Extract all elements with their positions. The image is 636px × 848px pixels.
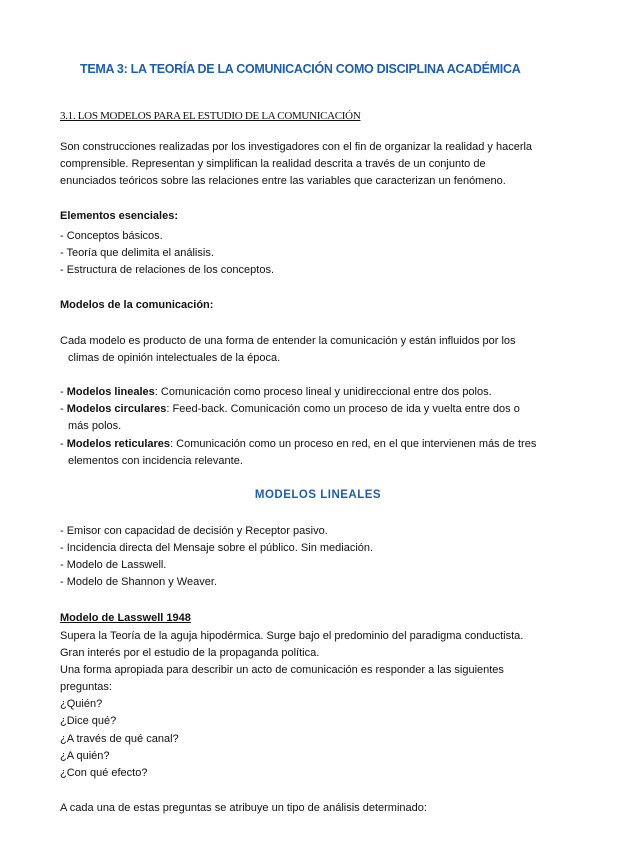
circulares-cont: más polos. bbox=[68, 420, 122, 432]
lasswell-line: Una forma apropiada para describir un acto de comunicación es responder a las siguientes bbox=[60, 664, 504, 676]
lineales-text: : Comunicación como proceso lineal y unidireccional entre dos polos. bbox=[154, 386, 492, 398]
list-item: - Emisor con capacidad de decisión y Receptor pasivo. bbox=[60, 525, 328, 537]
modelos-para-line: climas de opinión intelectuales de la época. bbox=[68, 352, 281, 364]
list-dash: - bbox=[60, 438, 67, 450]
reticulares-label: Modelos reticulares bbox=[66, 438, 171, 450]
lineales-label: Modelos lineales bbox=[66, 386, 155, 398]
question-item: ¿Quién? bbox=[60, 698, 103, 710]
list-item-circulares bbox=[60, 402, 520, 416]
list-item-reticulares bbox=[60, 437, 536, 451]
modelos-para-line: Cada modelo es producto de una forma de entender la comunicación y están influidos por los bbox=[60, 335, 516, 347]
question-item: ¿A través de qué canal? bbox=[60, 733, 179, 745]
list-item: - Incidencia directa del Mensaje sobre el público. Sin mediación. bbox=[60, 542, 374, 554]
list-item: - Teoría que delimita el análisis. bbox=[60, 247, 214, 259]
elementos-heading: Elementos esenciales: bbox=[60, 210, 179, 222]
question-item: ¿Con qué efecto? bbox=[60, 767, 148, 779]
list-item: - Estructura de relaciones de los conceptos. bbox=[60, 264, 275, 276]
list-item: - Conceptos básicos. bbox=[60, 230, 163, 242]
modelos-heading: Modelos de la comunicación: bbox=[60, 299, 214, 311]
reticulares-cont: elementos con incidencia relevante. bbox=[68, 455, 243, 467]
list-item-lineales bbox=[60, 385, 492, 399]
question-item: ¿A quién? bbox=[60, 750, 110, 762]
intro-line: enunciados teóricos sobre las relaciones entre las variables que caracterizan un fenómeno. bbox=[60, 175, 506, 187]
reticulares-text: : Comunicación como un proceso en red, en el que intervienen más de tres bbox=[170, 438, 537, 450]
lasswell-line: Supera la Teoría de la aguja hipodérmica. Surge bajo el predominio del paradigma conductista. bbox=[60, 630, 524, 642]
section-heading: 3.1. LOS MODELOS PARA EL ESTUDIO DE LA COMUNICACIÓN bbox=[60, 110, 361, 122]
lineales-section-heading: MODELOS LINEALES bbox=[254, 489, 382, 501]
list-item: - Modelo de Lasswell. bbox=[60, 559, 167, 571]
list-dash: - bbox=[60, 386, 67, 398]
list-item: - Modelo de Shannon y Weaver. bbox=[60, 576, 217, 588]
intro-line: comprensible. Representan y simplifican la realidad descrita a través de un conjunto de bbox=[60, 158, 486, 170]
question-item: ¿Dice qué? bbox=[60, 715, 117, 727]
lasswell-heading: Modelo de Lasswell 1948 bbox=[60, 612, 191, 624]
list-dash: - bbox=[60, 403, 67, 415]
closing-line: A cada una de estas preguntas se atribuye un tipo de análisis determinado: bbox=[60, 802, 427, 814]
intro-line: Son construcciones realizadas por los investigadores con el fin de organizar la realidad y hacerla bbox=[60, 141, 533, 153]
circulares-text: : Feed-back. Comunicación como un proceso de ida y vuelta entre dos o bbox=[166, 403, 520, 415]
page-title: TEMA 3: LA TEORÍA DE LA COMUNICACIÓN COMO DISCIPLINA ACADÉMICA bbox=[80, 62, 521, 76]
lasswell-line: Gran interés por el estudio de la propaganda política. bbox=[60, 647, 320, 659]
lasswell-line: preguntas: bbox=[60, 681, 112, 693]
circulares-label: Modelos circulares bbox=[66, 403, 167, 415]
